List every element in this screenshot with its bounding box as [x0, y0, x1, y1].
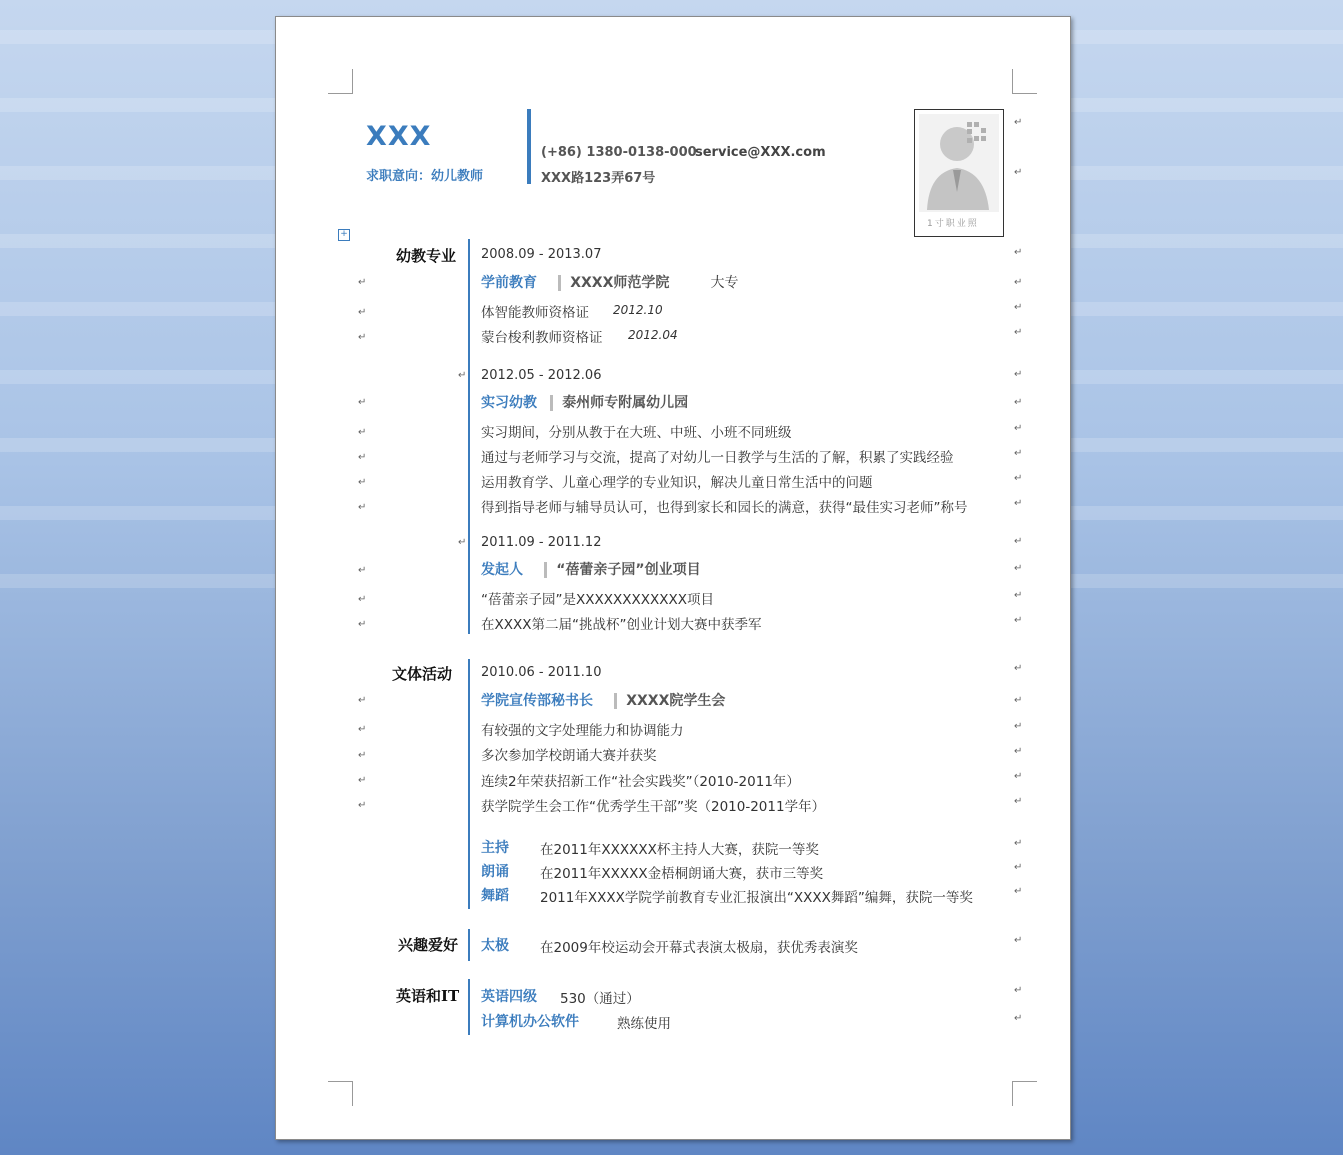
paragraph-mark-icon: ↵ — [1014, 167, 1023, 178]
paragraph-mark-icon: ↵ — [358, 477, 367, 488]
paragraph-mark-icon: ↵ — [1014, 247, 1023, 258]
cert-name: 体智能教师资格证 — [481, 305, 589, 321]
home-address: XXX路123弄67号 — [541, 171, 656, 186]
activities-date: 2010.06 - 2011.10 — [481, 665, 602, 680]
cert-date: 2012.10 — [613, 303, 663, 317]
paragraph-mark-icon: ↵ — [1014, 663, 1023, 674]
section-title-skills: 英语和IT — [396, 987, 460, 1005]
paragraph-mark-icon: ↵ — [1014, 423, 1023, 434]
project-name: “蓓蕾亲子园”创业项目 — [556, 562, 701, 578]
paragraph-mark-icon: ↵ — [1014, 935, 1023, 946]
paragraph-mark-icon: ↵ — [1014, 695, 1023, 706]
separator — [544, 562, 547, 578]
paragraph-mark-icon: ↵ — [358, 307, 367, 318]
email-address: service@XXX.com — [695, 145, 826, 160]
list-item: 在XXXX第二届“挑战杯”创业计划大赛中获季军 — [481, 617, 762, 633]
separator — [550, 395, 553, 411]
paragraph-mark-icon: ↵ — [1014, 327, 1023, 338]
paragraph-mark-icon: ↵ — [358, 277, 367, 288]
paragraph-mark-icon: ↵ — [358, 502, 367, 513]
paragraph-mark-icon: ↵ — [1014, 838, 1023, 849]
list-item: 获学院学生会工作“优秀学生干部”奖（2010-2011学年） — [481, 799, 826, 815]
paragraph-mark-icon: ↵ — [358, 452, 367, 463]
header-divider — [527, 109, 531, 184]
list-item: “蓓蕾亲子园”是XXXXXXXXXXXX项目 — [481, 592, 714, 608]
section-title-activities: 文体活动 — [392, 665, 453, 683]
activities-row — [481, 690, 725, 710]
education-degree: 大专 — [710, 275, 739, 291]
margin-corner-top-left — [328, 69, 353, 94]
hobby-label: 太极 — [481, 938, 509, 954]
internship-row — [481, 392, 688, 412]
education-date: 2008.09 - 2013.07 — [481, 247, 602, 262]
paragraph-mark-icon: ↵ — [458, 370, 467, 381]
paragraph-mark-icon: ↵ — [358, 332, 367, 343]
paragraph-mark-icon: ↵ — [358, 619, 367, 630]
paragraph-mark-icon: ↵ — [358, 695, 367, 706]
project-date: 2011.09 - 2011.12 — [481, 535, 602, 550]
paragraph-mark-icon: ↵ — [1014, 448, 1023, 459]
paragraph-mark-icon: ↵ — [1014, 796, 1023, 807]
paragraph-mark-icon: ↵ — [1014, 369, 1023, 380]
list-item: 有较强的文字处理能力和协调能力 — [481, 723, 684, 739]
education-major: 学前教育 — [481, 275, 537, 291]
paragraph-mark-icon: ↵ — [1014, 302, 1023, 313]
paragraph-mark-icon: ↵ — [1014, 498, 1023, 509]
hobby-text: 在2009年校运动会开幕式表演太极扇，获优秀表演奖 — [540, 940, 858, 956]
activities-org: XXXX院学生会 — [626, 693, 726, 709]
cert-name: 蒙台梭利教师资格证 — [481, 330, 603, 346]
paragraph-mark-icon: ↵ — [1014, 277, 1023, 288]
project-row — [481, 559, 701, 579]
paragraph-mark-icon: ↵ — [1014, 397, 1023, 408]
talent-label: 舞蹈 — [481, 888, 509, 904]
section-title-hobby: 兴趣爱好 — [398, 936, 459, 954]
list-item: 通过与老师学习与交流，提高了对幼儿一日教学与生活的了解，积累了实践经验 — [481, 450, 954, 466]
education-school: XXXX师范学院 — [570, 275, 670, 291]
paragraph-mark-icon: ↵ — [458, 537, 467, 548]
paragraph-mark-icon: ↵ — [1014, 590, 1023, 601]
talent-text: 在2011年XXXXXX杯主持人大赛，获院一等奖 — [540, 842, 819, 858]
cert-date: 2012.04 — [628, 328, 678, 342]
list-item: 得到指导老师与辅导员认可，也得到家长和园长的满意，获得“最佳实习老师”称号 — [481, 500, 968, 516]
talent-label: 朗诵 — [481, 864, 509, 880]
skill-text: 熟练使用 — [617, 1016, 671, 1032]
skill-label: 计算机办公软件 — [481, 1014, 579, 1030]
list-item: 连续2年荣获招新工作“社会实践奖”（2010-2011年） — [481, 774, 800, 790]
paragraph-mark-icon: ↵ — [358, 427, 367, 438]
document-page[interactable] — [275, 16, 1071, 1140]
paragraph-mark-icon: ↵ — [1014, 862, 1023, 873]
paragraph-mark-icon: ↵ — [1014, 721, 1023, 732]
paragraph-mark-icon: ↵ — [1014, 746, 1023, 757]
paragraph-mark-icon: ↵ — [1014, 771, 1023, 782]
section-line-education — [468, 239, 470, 634]
separator — [558, 275, 561, 291]
candidate-name: XXX — [366, 121, 432, 152]
skill-label: 英语四级 — [481, 989, 537, 1005]
paragraph-mark-icon: ↵ — [1014, 1013, 1023, 1024]
list-item: 多次参加学校朗诵大赛并获奖 — [481, 748, 657, 764]
list-item: 运用教育学、儿童心理学的专业知识，解决儿童日常生活中的问题 — [481, 475, 873, 491]
phone-number: (+86) 1380-0138-000 — [541, 145, 697, 160]
paragraph-mark-icon: ↵ — [1014, 117, 1023, 128]
paragraph-mark-icon: ↵ — [358, 724, 367, 735]
section-title-education: 幼教专业 — [396, 247, 457, 265]
profile-photo — [914, 109, 1004, 237]
paragraph-mark-icon: ↵ — [1014, 563, 1023, 574]
education-row — [481, 272, 738, 292]
paragraph-mark-icon: ↵ — [358, 775, 367, 786]
talent-label: 主持 — [481, 840, 509, 856]
section-line-hobby — [468, 929, 470, 961]
paragraph-mark-icon: ↵ — [1014, 985, 1023, 996]
project-role: 发起人 — [481, 562, 523, 578]
separator — [614, 693, 617, 709]
paragraph-mark-icon: ↵ — [1014, 473, 1023, 484]
paragraph-mark-icon: ↵ — [1014, 615, 1023, 626]
margin-corner-bottom-left — [328, 1081, 353, 1106]
talent-text: 在2011年XXXXX金梧桐朗诵大赛，获市三等奖 — [540, 866, 824, 882]
section-line-skills — [468, 979, 470, 1035]
internship-role: 实习幼教 — [481, 395, 537, 411]
internship-org: 泰州师专附属幼儿园 — [562, 395, 689, 411]
margin-corner-top-right — [1012, 69, 1037, 94]
list-item: 实习期间，分别从教于在大班、中班、小班不同班级 — [481, 425, 792, 441]
photo-caption: 1寸职业照 — [927, 219, 979, 229]
paragraph-mark-icon: ↵ — [358, 565, 367, 576]
paragraph-mark-icon: ↵ — [358, 397, 367, 408]
activities-role: 学院宣传部秘书长 — [481, 693, 593, 709]
paragraph-mark-icon: ↵ — [1014, 536, 1023, 547]
paragraph-mark-icon: ↵ — [358, 594, 367, 605]
talent-text: 2011年XXXX学院学前教育专业汇报演出“XXXX舞蹈”编舞，获院一等奖 — [540, 890, 973, 906]
paragraph-mark-icon: ↵ — [358, 800, 367, 811]
section-line-activities — [468, 659, 470, 909]
margin-corner-bottom-right — [1012, 1081, 1037, 1106]
paragraph-mark-icon: ↵ — [1014, 886, 1023, 897]
table-move-handle-icon[interactable]: + — [338, 229, 350, 241]
internship-date: 2012.05 - 2012.06 — [481, 368, 602, 383]
job-intent: 求职意向：幼儿教师 — [366, 169, 484, 184]
paragraph-mark-icon: ↵ — [358, 750, 367, 761]
skill-text: 530（通过） — [560, 991, 640, 1007]
